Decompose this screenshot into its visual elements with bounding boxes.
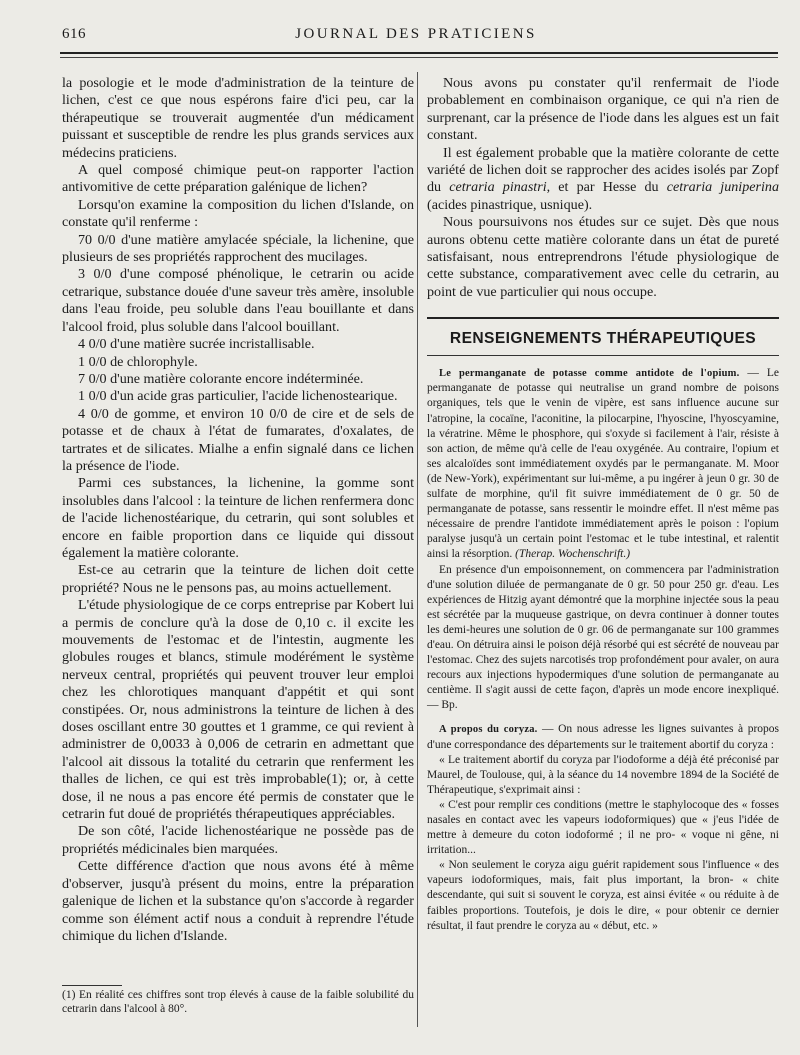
quotation: « C'est pour remplir ces conditions (mettre le staphylocoque des « fosses nasales en contact avec les vapeurs iodoformiques) que « j'eus l'idée de mettre à demeure du coton iodoformé ; il ne pro- « voque ni gêne, ni irritation...	[427, 798, 779, 857]
article-title: A propos du coryza.	[439, 724, 538, 736]
composition-item: 1 0/0 d'un acide gras particulier, l'acide lichenostearique.	[78, 388, 398, 405]
paragraph: Parmi ces substances, la lichenine, la gomme sont insolubles dans l'alcool : la teinture de lichen renfermera donc de l'acide lichenostéarique, du cetrarin, qui sont solubles et encore en faible proportion dans ce liquide qui dissout également la matière colorante.	[62, 475, 414, 561]
column-divider	[417, 72, 418, 1027]
header-rule	[60, 52, 778, 54]
composition-item: 7 0/0 d'une matière colorante encore indéterminée.	[78, 370, 364, 387]
article-paragraph: En présence d'un empoisonnement, on commencera par l'administration d'une solution diluée de permanganate de 0 gr. 50 pour 250 gr. d'eau. Les expériences de Hitzig ayant démontré que la morphine injectée sous la peau est sécrétée par la muqueuse gastrique, on devra continuer à donner toutes les demi-heures une solution de 0 gr. 06 de permanganate sur 100 grammes d'eau. On détruira ainsi le poison déjà résorbé qui est sécrété de nouveau par l'estomac. Chez des sujets narcotisés trop profondément pour avaler, on aura recours aux injections hypodermiques d'une solution de permanganate au centième. Il s'agit aussi de cette façon, d'après un mode encore inexpliqué. — Bp.	[427, 563, 779, 712]
section-heading: RENSEIGNEMENTS THÉRAPEUTIQUES	[449, 330, 757, 348]
footnote: (1) En réalité ces chiffres sont trop élevés à cause de la faible solubilité du cetrarin dans l'alcool à 80°.	[62, 989, 414, 1015]
species-name: cetraria pinastri	[449, 179, 547, 196]
paragraph: Nous avons pu constater qu'il renfermait de l'iode probablement en combinaison organique, ce qui n'a rien de surprenant, car la présence de l'iode dans les algues est un fait constant.	[427, 75, 779, 144]
footnote-rule	[62, 985, 122, 986]
paragraph: L'étude physiologique de ce corps entreprise par Kobert lui a permis de conclure qu'à la dose de 0,10 c. il excite les mouvements de l'estomac et de l'intestin, augmente les globules rouges et blancs, stimule modérément le système nerveux central, propriétés qui peuvent trouver leur emploi chez les chlorotiques manquant d'appétit et qui sont constipées. Or, nous administrons la teinture de lichen à des doses oscillant entre 30 gouttes et 1 gramme, ce qui revient à administrer de 0,0033 à 0,006 de cetrarin en admettant que l'alcool ait dissous la totalité du cetrarin que renferment les thalles de lichen, ce qui est très improbable(1); or, à cette dose, il ne nous a pas encore été permis de constater que le cetrarin fut doué de propriétés thérapeutiques appréciables.	[62, 597, 414, 823]
left-column	[62, 75, 414, 945]
paragraph	[427, 145, 779, 215]
text-run: Il est également probable que la matière colorante de cette variété de lichen doit se rapprocher des acides isolés par Zopf du	[427, 144, 779, 196]
paragraph: A quel composé chimique peut-on rapporter l'action antivomitive de cette préparation galénique de lichen?	[62, 162, 414, 196]
paragraph: Lorsqu'on examine la composition du lichen d'Islande, on constate qu'il renferme :	[62, 196, 414, 231]
paragraph: De son côté, l'acide lichenostéarique ne possède pas de propriétés médicinales bien marquées.	[62, 823, 414, 857]
composition-item: 70 0/0 d'une matière amylacée spéciale, la lichenine, que plusieurs de ses propriétés rapprochent des mucilages.	[62, 231, 414, 266]
paragraph: Nous poursuivons nos études sur ce sujet. Dès que nous aurons obtenu cette matière colorante dans un état de pureté satisfaisant, nous entreprendrons l'étude physiologique de cette substance, comparativement avec celle du cetrarin, au point de vue particulier qui nous occupe.	[427, 214, 779, 300]
article-paragraph	[427, 722, 779, 752]
text-run: (acides pinastrique, usnique).	[427, 196, 593, 213]
quotation: « Non seulement le coryza aigu guérit rapidement sous l'influence « des vapeurs iodoformiques, mais, fait plus important, la bron- « chite descendante, qui suit si souvent le coryza, est ainsi évitée « ou réduite à de faibles proportions. Toutefois, je dois le dire, « pour obtenir ce dernier résultat, il faut prendre le coryza au « début, etc. »	[427, 859, 779, 932]
text-run: — Le permanganate de potasse qui neutralise un grand nombre de poisons organiques, tels que le venin de vipère, est sans influence aucune sur l'atropine, la cocaïne, l'aconitine, la pilocarpine, l'hyoscine, l'hyoscyamine, la vératrine. Même le phosphore, qui s'oxyde si facilement à l'air, résiste à son action, de même qu'à celle de l'eau oxygénée. Au contraire, l'opium et ses alcaloïdes sont immédiatement oxydés par le permanganate. M. Moor (de New-York), expérimentant sur lui-même, a pu ingérer à jeun 0 gr. 30 de sulfate de morphine, qu'il fit suivre immédiatement de 0 gr. 50 de permanganate de potasse, sans ressentir le moindre effet. Il n'est même pas nécessaire de prendre l'antidote immédiatement après le poison : l'opium paralyse jusqu'à un certain point l'estomac et le tube intestinal, et ralentit ainsi la résorption.	[427, 367, 779, 561]
page-header	[62, 24, 770, 50]
composition-item: 4 0/0 d'une matière sucrée incristallisable.	[78, 336, 315, 353]
composition-item: 3 0/0 d'une composé phénolique, le cetrarin ou acide cetrarique, substance douée d'une saveur très amère, insoluble dans l'eau froide, peu soluble dans l'eau bouillante et dans l'alcool froid, plus soluble dans l'alcool bouillant.	[62, 266, 414, 335]
article-paragraph	[427, 366, 779, 562]
quotation: « Le traitement abortif du coryza par l'iodoforme a déjà été préconisé par Maurel, de Toulouse, qui, à la séance du 14 novembre 1894 de la Société de Thérapeutique, s'exprimait ainsi :	[427, 753, 779, 796]
citation: (Therap. Wochenschrift.)	[515, 548, 631, 561]
text-run: — On nous adresse les lignes suivantes à propos d'une correspondance des départements sur le traitement abortif du coryza :	[427, 723, 780, 751]
paragraph: la posologie et le mode d'administration de la teinture de lichen, c'est ce que nous espérons faire d'ici peu, car la thérapeutique se trouverait augmentée d'un médicament puissant et susceptible de rendre les plus grands services aux médecins praticiens.	[62, 75, 414, 161]
header-rule-thin	[60, 57, 778, 58]
article-title: Le permanganate de potasse comme antidote de l'opium.	[439, 368, 740, 380]
composition-item: 1 0/0 de chlorophyle.	[78, 353, 198, 370]
species-name: cetraria juniperina	[666, 179, 780, 196]
paragraph: Est-ce au cetrarin que la teinture de lichen doit cette propriété? Nous ne le pensons pas, au moins actuellement.	[62, 562, 414, 596]
paragraph: Cette différence d'action que nous avons été à même d'observer, jusqu'à présent du moins, entre la préparation galenique de lichen et la substance qu'on s'accorde à regarder comme son élément actif nous a conduit à reprendre l'étude chimique du lichen d'Islande.	[62, 858, 414, 944]
text-run: , et par Hesse du	[546, 179, 667, 196]
composition-item: 4 0/0 de gomme, et environ 10 0/0 de cire et de sels de potasse et de chaux à l'état de fumarates, d'oxalates, de tartrates et de silicates. Mialhe a enfin signalé dans ce lichen la présence de l'iode.	[62, 405, 414, 474]
section-rule-bottom	[427, 355, 779, 356]
running-title: JOURNAL DES PRATICIENS	[295, 26, 537, 42]
right-column	[427, 75, 779, 934]
section-rule-top	[427, 317, 779, 319]
page-number: 616	[62, 26, 86, 42]
